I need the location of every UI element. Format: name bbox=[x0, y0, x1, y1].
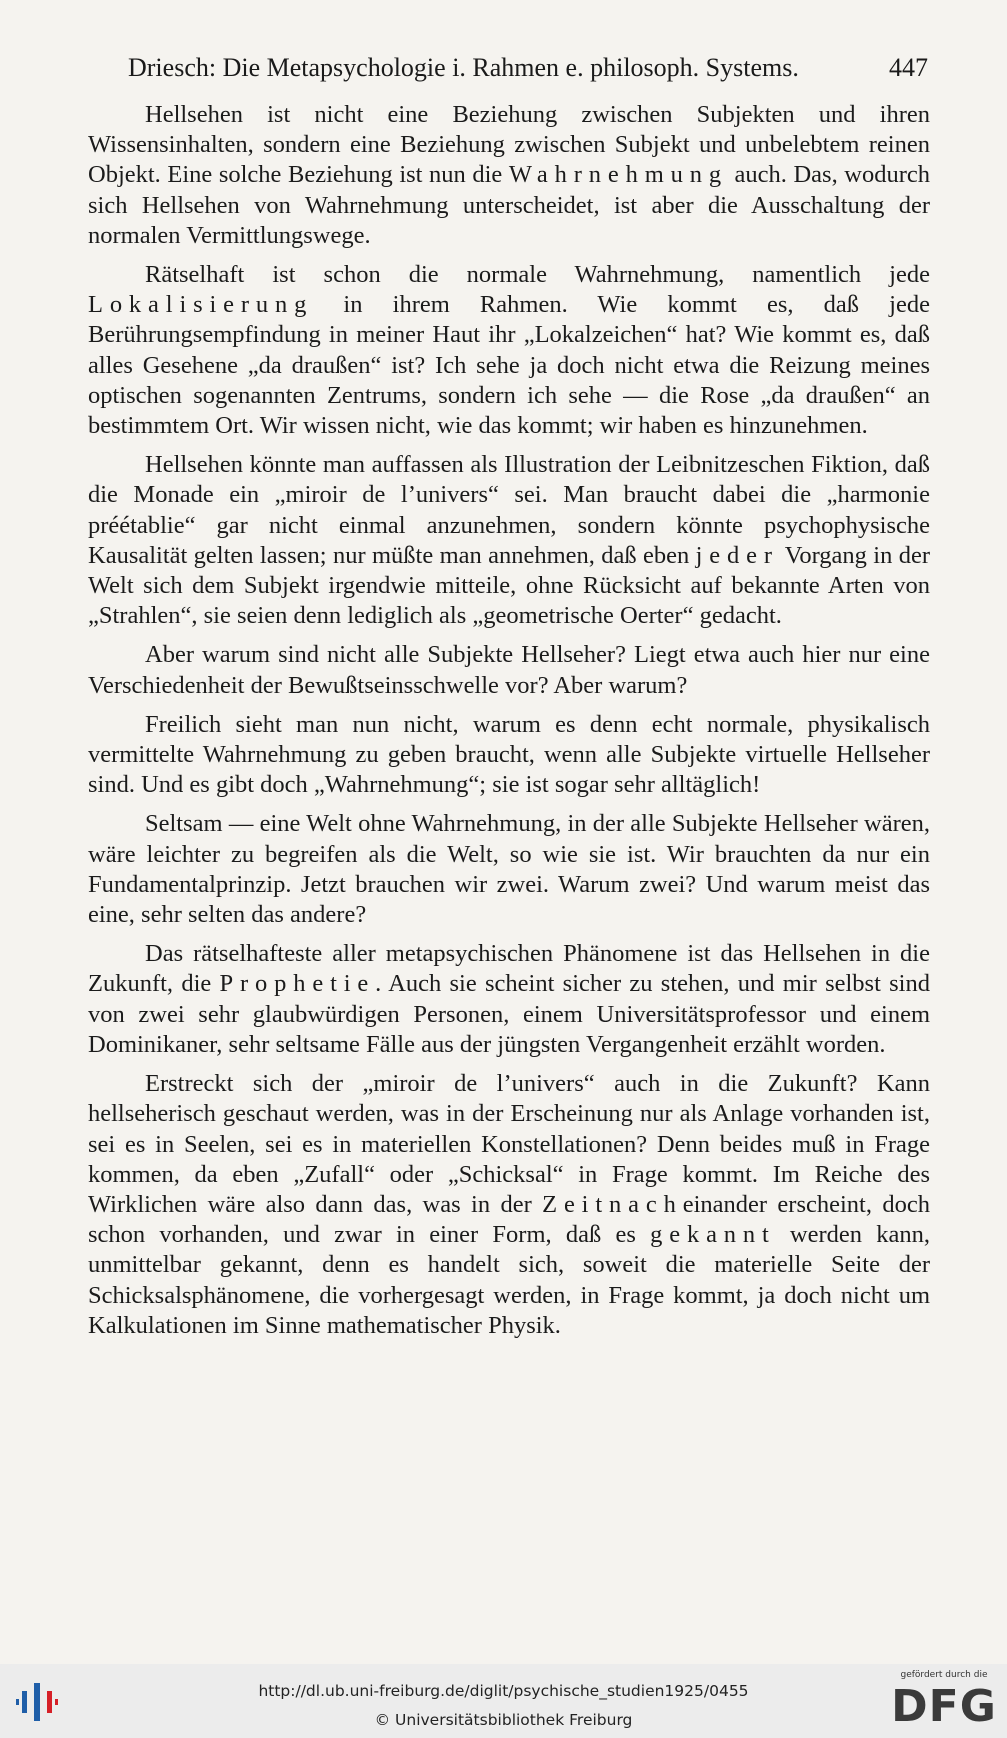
dfg-logo-text: DFG bbox=[891, 1681, 997, 1732]
spaced-emphasis: Lokalisierung bbox=[88, 291, 314, 319]
paragraph-8: Erstreckt sich der „miroir de l’univers“ auch in die Zukunft? Kann hellseherisch geschaut werden, was in der Erscheinung nur als Anlage vorhanden ist, sei es in Seelen, sei es in materiellen Konstellationen? Denn beides muß in Frage kommen, da eben „Zufall“ oder „Schicksal“ in Frage kommt. Im Reiche des Wirklichen wäre also dann das, was in der Zeitnacheinander erscheint, doch schon vorhanden, und zwar in einer Form, daß es gekannt werden kann, unmittelbar gekannt, denn es handelt sich, soweit die materielle Seite der Schicksalsphänomene, die vorhergesagt werden, in Frage kommt, ja doch nicht um Kalkulationen im Sinne mathematischer Physik. bbox=[88, 1070, 930, 1339]
paragraph-3: Hellsehen könnte man auffassen als Illustration der Leibnitzeschen Fiktion, daß die Monade ein „miroir de l’univers“ sei. Man braucht dabei die „harmonie préétablie“ gar nicht einmal anzunehmen, sondern könnte psychophysische Kausalität gelten lassen; nur müßte man annehmen, daß eben jeder Vorgang in der Welt sich dem Subjekt irgendwie mitteile, ohne Rücksicht auf bekannte Arten von „Strahlen“, sie seien denn lediglich als „geometrische Oerter“ gedacht. bbox=[88, 451, 930, 630]
copyright-text: © Universitätsbibliothek Freiburg bbox=[374, 1711, 633, 1729]
running-header bbox=[128, 50, 928, 86]
page-number: 447 bbox=[889, 53, 928, 82]
spaced-emphasis: gekannt bbox=[650, 1221, 776, 1249]
spaced-emphasis: Zeitnach bbox=[542, 1190, 683, 1218]
paragraph-1: Hellsehen ist nicht eine Beziehung zwischen Subjekten und ihren Wissensinhalten, sondern eine Beziehung zwischen Subjekt und unbelebtem reinen Objekt. Eine solche Beziehung ist nun die Wahrnehmung auch. Das, wodurch sich Hellsehen von Wahrnehmung unterscheidet, ist aber die Ausschaltung der normalen Vermittlungswege. bbox=[88, 101, 930, 249]
paragraph-5: Freilich sieht man nun nicht, warum es denn echt normale, physikalisch vermittelte Wahrnehmung zu geben braucht, wenn alle Subjekte virtuelle Hellseher sind. Und es gibt doch „Wahrnehmung“; sie ist sogar sehr alltäglich! bbox=[88, 710, 930, 799]
body-text bbox=[88, 100, 930, 1341]
paragraph-2: Rätselhaft ist schon die normale Wahrnehmung, namentlich jede Lokalisierung in ihrem Rahmen. Wie kommt es, daß jede Berührungsempfindung in meiner Haut ihr „Lokalzeichen“ hat? Wie kommt es, daß alles Gesehene „da draußen“ ist? Ich sehe ja doch nicht etwa die Reizung meines optischen sogenannten Zentrums, sondern ich sehe — die Rose „da draußen“ an bestimmtem Ort. Wir wissen nicht, wie das kommt; wir haben es hinzunehmen. bbox=[88, 261, 930, 440]
paragraph-4: Aber warum sind nicht alle Subjekte Hellseher? Liegt etwa auch hier nur eine Verschiedenheit der Bewußtseinsschwelle vor? Aber warum? bbox=[88, 641, 930, 699]
dfg-logo bbox=[888, 1670, 1000, 1734]
spaced-emphasis: Wahrnehmung bbox=[508, 161, 728, 189]
dfg-funding-label: gefördert durch die bbox=[900, 1670, 988, 1680]
spaced-emphasis: jeder bbox=[695, 541, 779, 569]
paragraph-6: Seltsam — eine Welt ohne Wahrnehmung, in der alle Subjekte Hellseher wären, wäre leichter zu begreifen als die Welt, so wie sie ist. Wir brauchten da nur ein Fundamentalprinzip. Jetzt brauchen wir zwei. Warum zwei? Und warum meist das eine, sehr selten das andere? bbox=[88, 810, 930, 929]
spaced-emphasis: Prophetie bbox=[219, 970, 376, 998]
permalink-url[interactable]: http://dl.ub.uni-freiburg.de/diglit/psychische_studien1925/0455 bbox=[258, 1682, 749, 1700]
footer-bar bbox=[0, 1664, 1007, 1738]
paragraph-7: Das rätselhafteste aller metapsychischen Phänomene ist das Hellsehen in die Zukunft, die Prophetie. Auch sie scheint sicher zu stehen, und mir selbst sind von zwei sehr glaubwürdigen Personen, einem Universitätsprofessor und einem Dominikaner, sehr seltsame Fälle aus der jüngsten Vergangenheit erzählt worden. bbox=[88, 940, 930, 1058]
running-title: Driesch: Die Metapsychologie i. Rahmen e. philosoph. Systems. bbox=[128, 53, 799, 82]
